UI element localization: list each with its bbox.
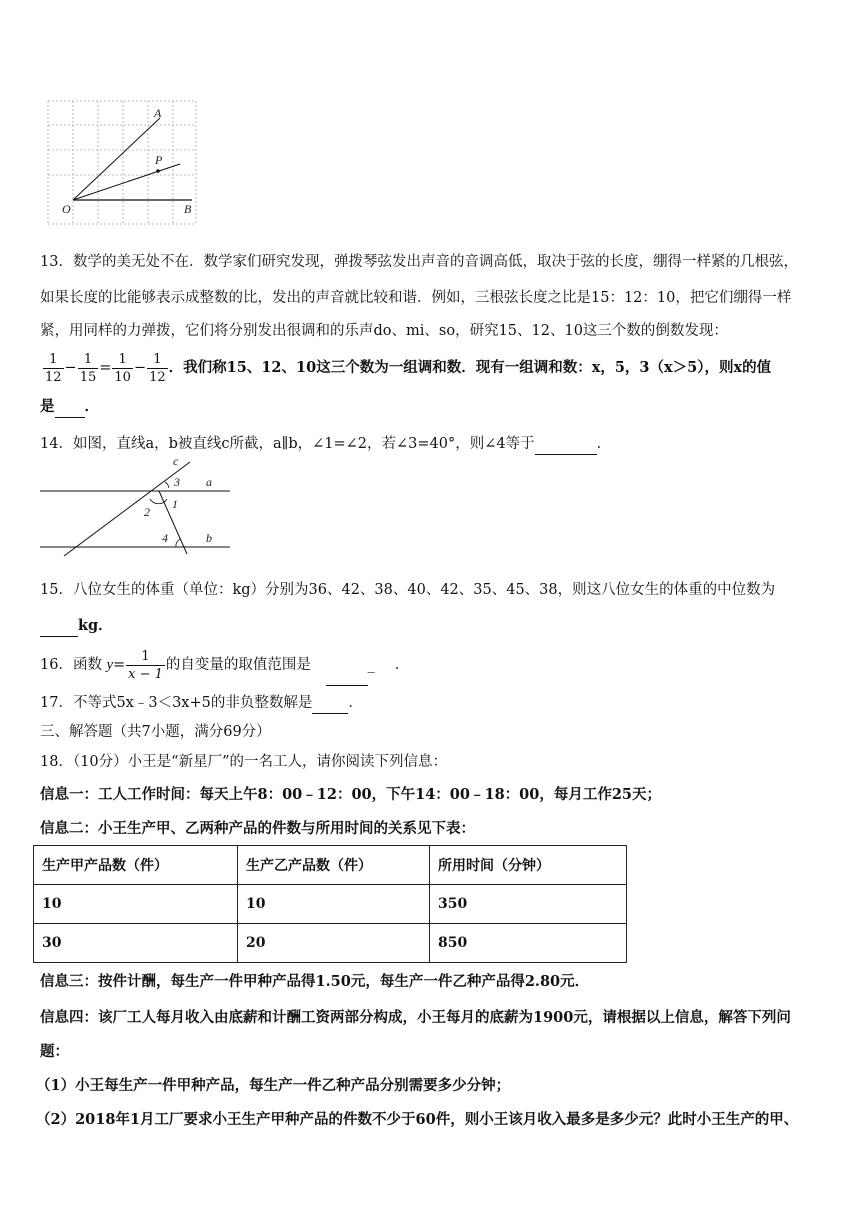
table-cell: 10: [238, 885, 430, 924]
q13-equation-line: $\frac{1}{12}$ − $\frac{1}{15}$ = $\frac{1}{10}$ − $\frac{1}{12}$ ．我们称15、12、10这三个数为一组调和数．现有一组调和数：x，5，3（x＞5），则x的值: [45, 351, 772, 385]
table-row: [34, 924, 627, 963]
table-header-row: [34, 846, 627, 885]
table-header: 生产甲产品数（件）: [34, 846, 238, 885]
q14-line: 14．如图，直线a，b被直线c所截，a∥b，∠1=∠2，若∠3=40°，则∠4等于 ．: [40, 434, 611, 455]
table-cell: 20: [238, 924, 430, 963]
q18-info2: 信息二：小王生产甲、乙两种产品的件数与所用时间的关系见下表：: [40, 820, 475, 837]
q18-sub2: （2）2018年1月工厂要求小王生产甲种产品的件数不少于60件，则小王该月收入最多是多少元？此时小王生产的甲、: [36, 1111, 799, 1128]
q15-answer-line: kg．: [40, 616, 113, 637]
q13-line2: 如果长度的比能够表示成整数的比，发出的声音就比较和谐．例如，三根弦长度之比是15：12：10，把它们绷得一样: [40, 290, 792, 306]
label-b: b: [206, 531, 212, 545]
fraction-1-12b: $\frac{1}{12}$: [149, 351, 166, 385]
label-O: O: [62, 202, 71, 216]
q13-line3: 紧，用同样的力弹拨，它们将分别发出很调和的乐声do、mi、so，研究15、12、10这三个数的倒数发现：: [40, 323, 728, 339]
table-header: 所用时间（分钟）: [430, 846, 627, 885]
q18-info1: 信息一：工人工作时间：每天上午8：00﹣12：00，下午14：00﹣18：00，每月工作25天；: [40, 786, 662, 803]
answer-blank[interactable]: [40, 616, 78, 637]
fraction-1-12: $\frac{1}{12}$: [45, 351, 62, 385]
label-2: 2: [144, 505, 150, 519]
label-4: 4: [162, 531, 168, 545]
answer-blank[interactable]: [326, 645, 368, 686]
table-cell: 850: [430, 924, 627, 963]
q13-line1: 13．数学的美无处不在．数学家们研究发现，弹拨琴弦发出声音的音调高低，取决于弦的长度，绷得一样紧的几根弦，: [40, 254, 798, 270]
label-A: A: [154, 106, 162, 120]
label-c: c: [173, 454, 179, 468]
label-3: 3: [174, 475, 180, 489]
label-B: B: [184, 202, 192, 216]
q17-line: 17．不等式5x﹣3＜3x+5的非负整数解是 ．: [40, 693, 363, 714]
q18-info4-line2: 题：: [40, 1043, 69, 1060]
fraction-1-over-x-minus-1: $\frac{1}{x - 1}$: [128, 648, 163, 682]
q13-answer-line: 是 ．: [40, 397, 99, 418]
q18-info4-line1: 信息四：该厂工人每月收入由底薪和计酬工资两部分构成，小王每月的底薪为1900元，请根据以上信息，解答下列问: [40, 1009, 791, 1026]
q18-sub1: （1）小王每生产一件甲种产品，每生产一件乙种产品分别需要多少分钟；: [36, 1077, 511, 1094]
q18-intro: 18．（10分）小王是“新星厂”的一名工人，请你阅读下列信息：: [40, 754, 447, 770]
label-P: P: [155, 153, 163, 167]
fraction-1-15: $\frac{1}{15}$: [79, 351, 97, 385]
label-a: a: [206, 475, 212, 489]
table-cell: 350: [430, 885, 627, 924]
q16-line: 16．函数 y= $\frac{1}{x - 1}$ 的自变量的取值范围是 _ ．: [40, 645, 409, 686]
production-table: [33, 845, 627, 963]
section-heading: 三、解答题（共7小题，满分69分）: [40, 724, 271, 740]
q18-info3: 信息三：按件计酬，每生产一件甲种产品得1.50元，每生产一件乙种产品得2.80元．: [40, 973, 590, 990]
answer-blank[interactable]: [312, 693, 348, 714]
grid-angle-figure: [40, 96, 208, 230]
table-row: [34, 885, 627, 924]
parallel-lines-figure: [38, 454, 234, 556]
table-header: 生产乙产品数（件）: [238, 846, 430, 885]
table-cell: 10: [34, 885, 238, 924]
label-1: 1: [172, 497, 178, 511]
answer-blank[interactable]: [55, 397, 85, 418]
table-cell: 30: [34, 924, 238, 963]
answer-blank[interactable]: [535, 434, 597, 455]
q15-line: 15．八位女生的体重（单位：kg）分别为36、42、38、40、42、35、45、38，则这八位女生的体重的中位数为: [40, 582, 776, 598]
fraction-1-10: $\frac{1}{10}$: [114, 351, 131, 385]
